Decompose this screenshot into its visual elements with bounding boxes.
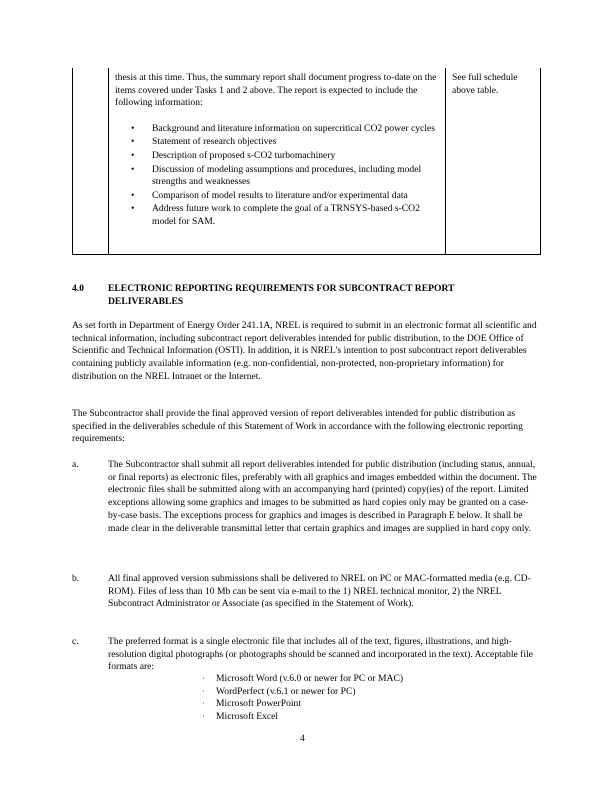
bullet-icon: · bbox=[202, 711, 205, 721]
table-intro-text: thesis at this time. Thus, the summary report shall document progress to-date on the items covered under Tasks 1 and 2 above. The report is expected to include the following information: bbox=[115, 72, 437, 109]
list-item: · Microsoft PowerPoint bbox=[202, 698, 302, 710]
paragraph: The Subcontractor shall provide the final approved version of report deliverables intended for public distribution as specified in the deliverables schedule of this Statement of Work in accordance with the following electronic reporting requirements: bbox=[72, 408, 523, 445]
item-label: a. bbox=[72, 459, 79, 470]
item-text: All final approved version submissions shall be delivered to NREL on PC or MAC-formatted media (e.g. CD-ROM). Files of less than 10 Mb can be sent via e-mail to the 1) NREL technical monitor, 2) the NREL Subcontract Administrator or Associate (as specified in the Statement of Work). bbox=[108, 573, 531, 610]
bullet-icon: · bbox=[202, 699, 205, 709]
bullet-icon: · bbox=[202, 674, 205, 683]
item-text: The preferred format is a single electronic file that includes all of the text, figures, illustrations, and high-resolution digital photographs (or photographs should be scanned and incorporated in the text). Acceptable file formats are: bbox=[108, 636, 533, 673]
table-column-divider bbox=[445, 68, 446, 254]
file-format-list bbox=[200, 673, 403, 723]
bullet-icon: • bbox=[131, 163, 135, 175]
bullet-icon: • bbox=[131, 189, 135, 201]
list-item: · WordPerfect (v.6.1 or newer for PC) bbox=[202, 685, 356, 697]
section-number: 4.0 bbox=[72, 283, 84, 294]
item-label: c. bbox=[72, 636, 79, 647]
bullet-icon: • bbox=[131, 149, 135, 161]
list-item: • Background and literature information on supercritical CO2 power cycles bbox=[131, 122, 435, 134]
section-title: ELECTRONIC REPORTING REQUIREMENTS FOR SUBCONTRACT REPORT DELIVERABLES bbox=[108, 283, 455, 307]
list-item: • Description of proposed s-CO2 turbomachinery bbox=[131, 149, 336, 161]
table-column-divider bbox=[108, 68, 109, 254]
page-number: 4 bbox=[300, 733, 305, 744]
bullet-icon: • bbox=[131, 136, 135, 148]
list-item: • Discussion of modeling assumptions and procedures, including model strengths and weaknesses bbox=[131, 163, 422, 188]
item-text: The Subcontractor shall submit all report deliverables intended for public distribution (including status, annual, or final reports) as electronic files, preferably with all graphics and images embedded within the document. The electronic files shall be submitted along with an accompanying hard (printed) copy(ies) of the report. Limited exceptions allowing some graphics and images to be submitted as hard copies only may be granted on a case-by-case basis. The exceptions process for graphics and images is described in Paragraph E below. It shall be made clear in the deliverable transmittal letter that certain graphics and images are supplied in hard copy only. bbox=[108, 459, 537, 534]
paragraph: As set forth in Department of Energy Order 241.1A, NREL is required to submit in an electronic format all scientific and technical information, including subcontract report deliverables intended for public distribution, to the DOE Office of Scientific and Technical Information (OSTI). In addition, it is NREL’s intention to post subcontract report deliverables containing publicly available information (e.g. non-confidential, non-protected, non-proprietary information) for distribution on the NREL Intranet or the Internet. bbox=[72, 320, 537, 382]
list-item: · Microsoft Excel bbox=[202, 710, 279, 722]
table-bullet-list bbox=[115, 123, 440, 229]
table-description-cell bbox=[115, 72, 440, 230]
list-item: • Statement of research objectives bbox=[131, 136, 277, 148]
table-schedule-cell: See full schedule above table. bbox=[452, 72, 518, 96]
list-item: • Address future work to complete the goal of a TRNSYS-based s-CO2 model for SAM. bbox=[131, 203, 420, 227]
bullet-icon: • bbox=[131, 203, 135, 215]
list-item: · Microsoft Word (v.6.0 or newer for PC or MAC) bbox=[202, 673, 404, 684]
deliverables-table-fragment bbox=[72, 68, 541, 255]
item-label: b. bbox=[72, 573, 80, 584]
bullet-icon: · bbox=[202, 686, 205, 696]
bullet-icon: • bbox=[131, 122, 135, 134]
list-item: • Comparison of model results to literature and/or experimental data bbox=[131, 189, 408, 201]
